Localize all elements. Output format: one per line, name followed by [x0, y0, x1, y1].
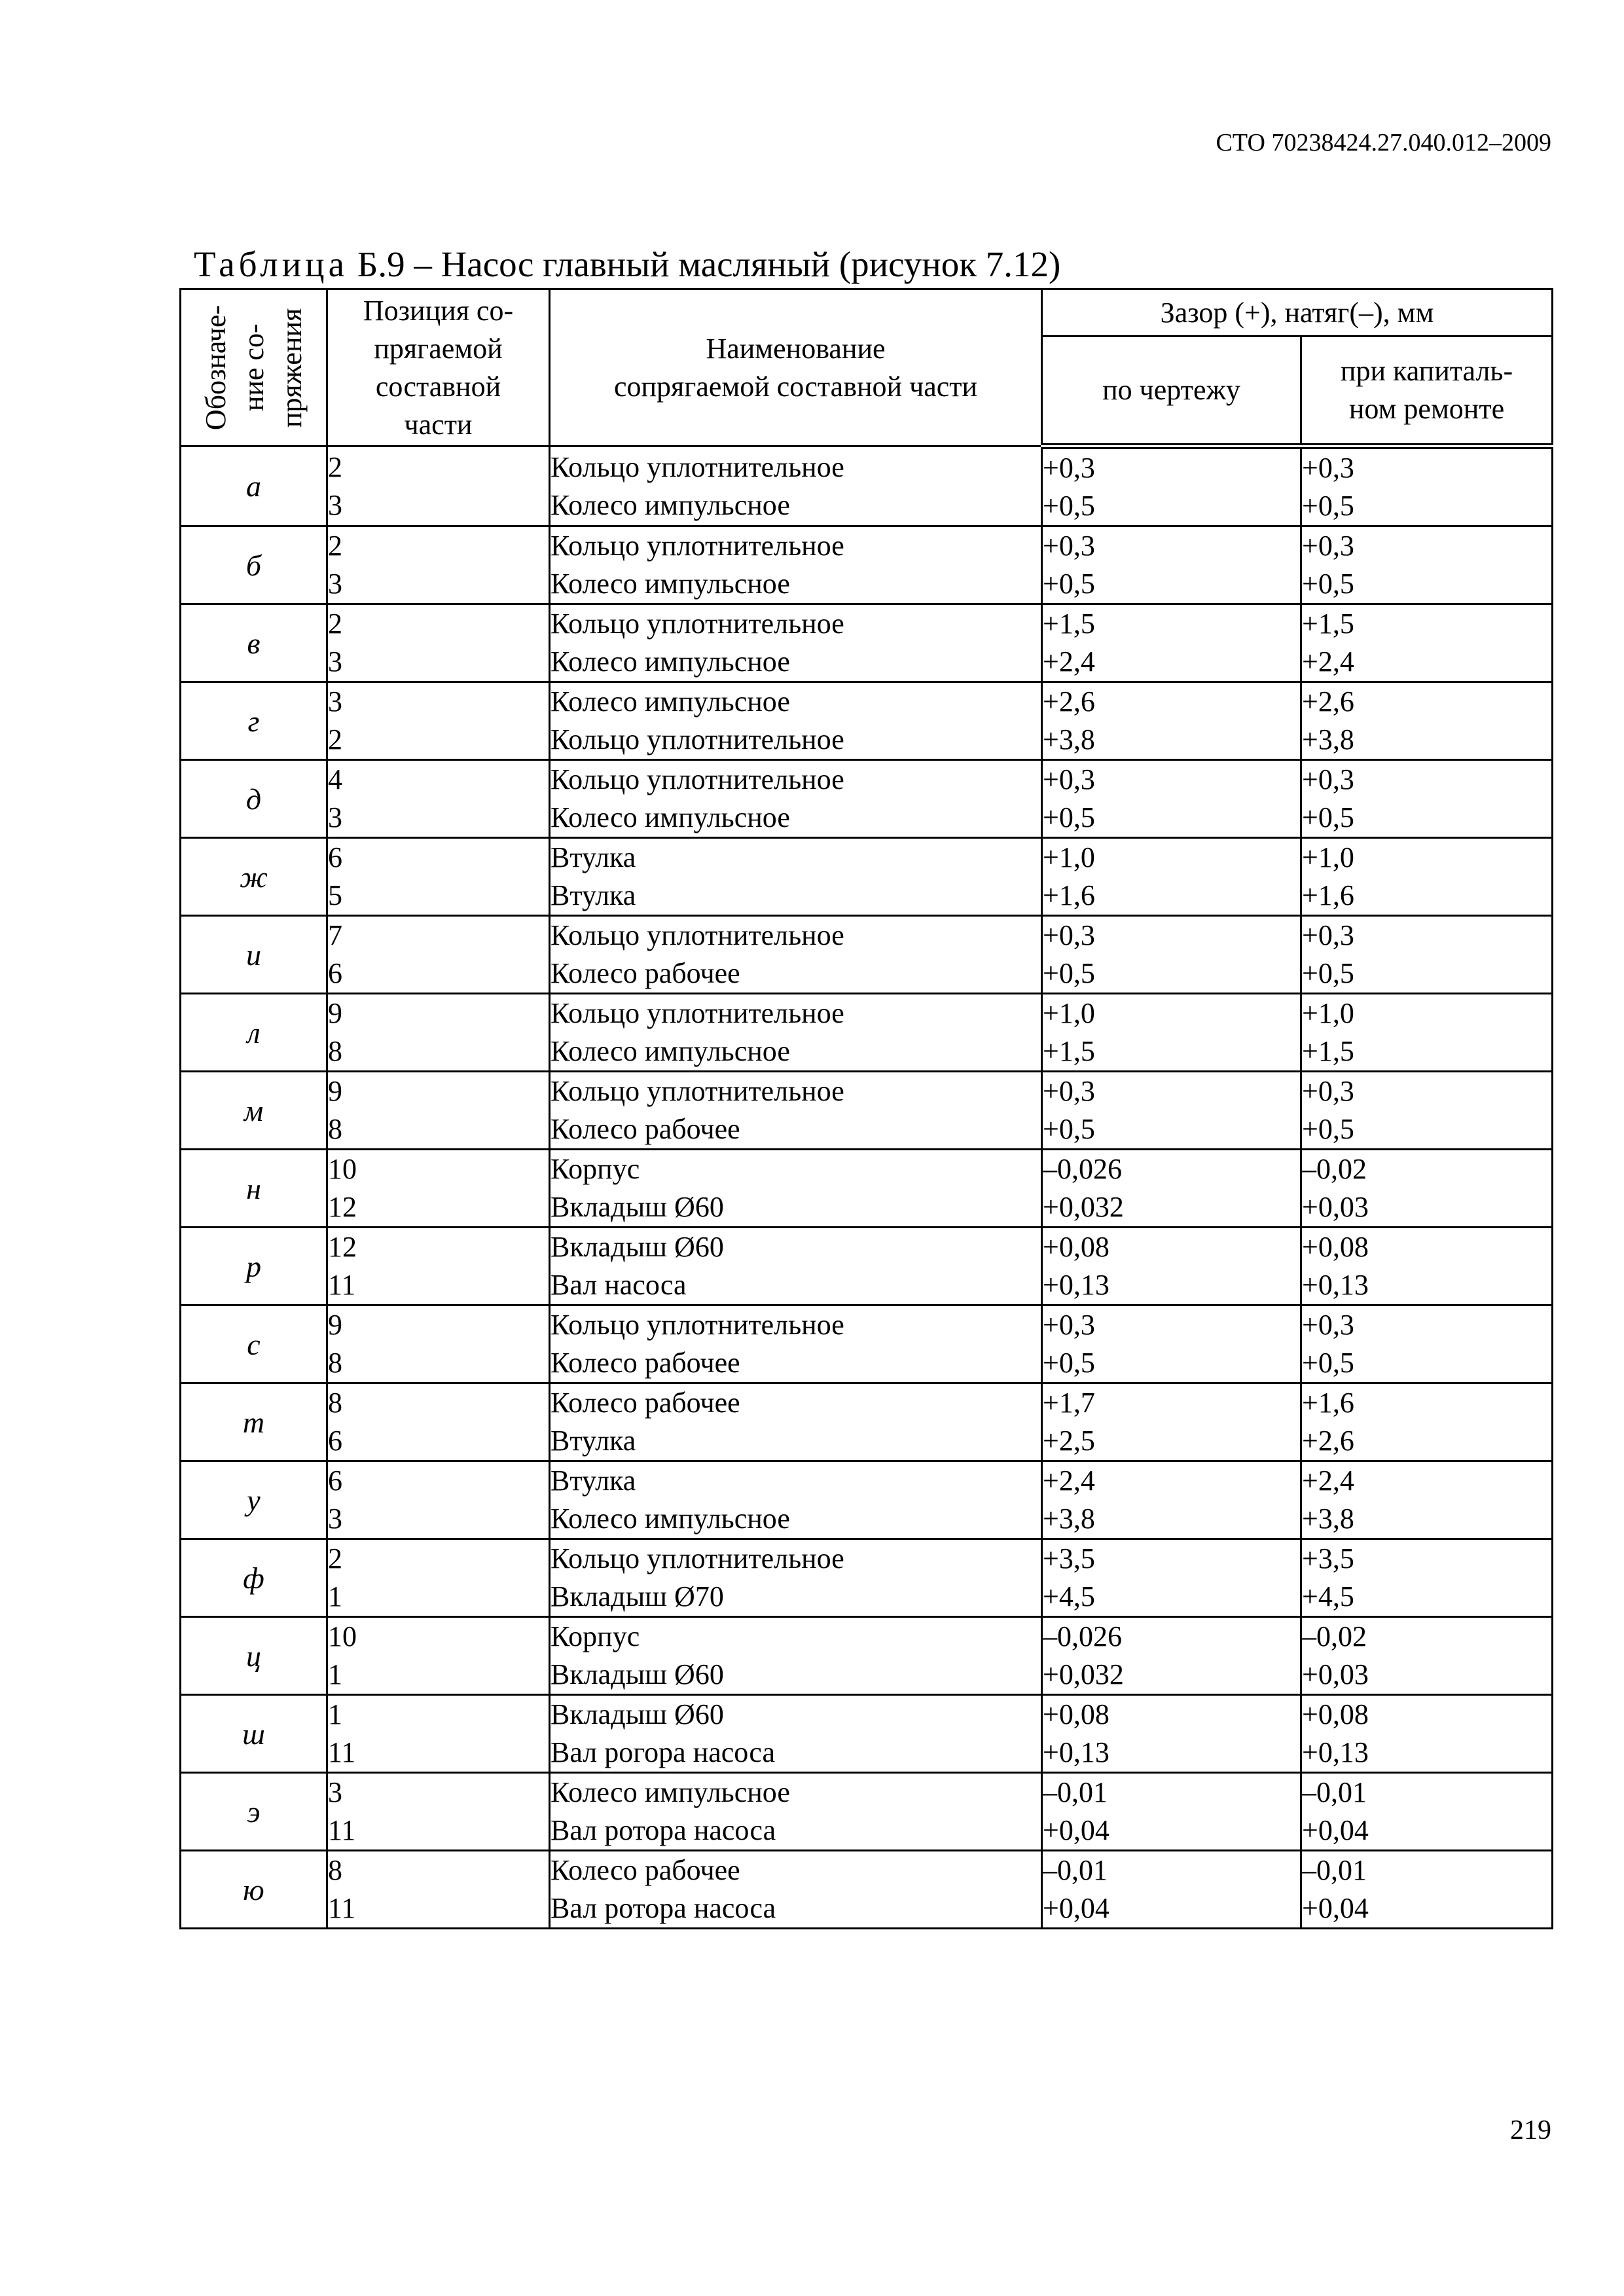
gap-overhaul: +0,13 [1302, 1269, 1369, 1301]
gap-by-drawing: +0,3 [1043, 530, 1095, 562]
part-name-cell [550, 1539, 1042, 1617]
gap-overhaul: +0,13 [1302, 1736, 1369, 1768]
gap-by-drawing: +2,6 [1043, 685, 1095, 718]
gap-by-drawing: +0,3 [1043, 1309, 1095, 1341]
gap-overhaul: +3,5 [1302, 1542, 1354, 1575]
part-position-cell [327, 1461, 550, 1539]
gap-by-drawing: –0,026 [1043, 1153, 1122, 1185]
joint-designation: ж [181, 838, 327, 916]
joint-designation: ю [181, 1851, 327, 1929]
part-position: 9 [328, 1309, 342, 1341]
joint-designation: г [181, 682, 327, 760]
part-position: 1 [328, 1698, 342, 1730]
part-name-cell [550, 1150, 1042, 1228]
gap-by-drawing: +4,5 [1043, 1580, 1095, 1613]
part-position-cell [327, 446, 550, 526]
gap-overhaul: +0,3 [1302, 1309, 1354, 1341]
gap-by-drawing: +2,4 [1043, 1465, 1095, 1497]
gap-overhaul: +1,6 [1302, 1387, 1354, 1419]
part-name: Кольцо уплотнительное [550, 1309, 844, 1341]
part-name: Кольцо уплотнительное [550, 997, 844, 1029]
gap-by-drawing: +0,5 [1043, 490, 1095, 522]
gap-overhaul-cell [1301, 1383, 1553, 1461]
col-header-gap-group: Зазор (+), натяг(–), мм [1042, 289, 1553, 337]
gap-overhaul-cell [1301, 838, 1553, 916]
gap-by-drawing: –0,026 [1043, 1620, 1122, 1652]
gap-overhaul-cell [1301, 446, 1553, 526]
part-name-cell [550, 1461, 1042, 1539]
part-position: 6 [328, 841, 342, 873]
gap-by-drawing-cell [1042, 1072, 1301, 1150]
table-row [181, 1695, 1553, 1773]
part-name-cell [550, 604, 1042, 682]
part-name: Корпус [550, 1620, 640, 1652]
part-name: Втулка [550, 879, 636, 911]
part-position: 3 [328, 1503, 342, 1535]
col-header-overhaul: при капиталь- ном ремонте [1301, 337, 1553, 446]
gap-overhaul: +0,04 [1302, 1814, 1369, 1846]
part-position: 6 [328, 1425, 342, 1457]
part-position-cell [327, 1539, 550, 1617]
part-name: Кольцо уплотнительное [550, 723, 844, 756]
gap-by-drawing: +1,6 [1043, 879, 1095, 911]
part-name: Втулка [550, 841, 636, 873]
col-header-by-drawing: по чертежу [1042, 337, 1301, 446]
col-header-position: Позиция со- прягаемой составной части [327, 289, 550, 446]
part-name: Колесо импульсное [550, 1776, 790, 1808]
part-name: Кольцо уплотнительное [550, 608, 844, 640]
part-position: 11 [328, 1814, 356, 1846]
part-name-cell [550, 994, 1042, 1072]
gap-overhaul-cell [1301, 1228, 1553, 1305]
part-name: Колесо рабочее [550, 1347, 740, 1379]
joint-designation: с [181, 1305, 327, 1383]
part-position: 8 [328, 1387, 342, 1419]
part-position: 11 [328, 1736, 356, 1768]
joint-designation: н [181, 1150, 327, 1228]
gap-by-drawing: +0,13 [1043, 1736, 1110, 1768]
part-position-cell [327, 682, 550, 760]
table-row [181, 446, 1553, 526]
table-title [194, 244, 1060, 285]
part-position-cell [327, 994, 550, 1072]
part-name: Колесо рабочее [550, 1113, 740, 1145]
part-name-cell [550, 1305, 1042, 1383]
gap-by-drawing: –0,01 [1043, 1854, 1108, 1886]
part-name: Колесо импульсное [550, 646, 790, 678]
gap-overhaul: +0,5 [1302, 568, 1354, 600]
joint-designation: а [181, 446, 327, 526]
gap-overhaul-cell [1301, 1695, 1553, 1773]
part-name: Колесо импульсное [550, 488, 790, 521]
part-position: 8 [328, 1113, 342, 1145]
gap-by-drawing: +3,8 [1043, 723, 1095, 756]
part-name: Корпус [550, 1153, 640, 1185]
gap-overhaul: +0,3 [1302, 452, 1354, 484]
table-row [181, 1072, 1553, 1150]
part-position-cell [327, 838, 550, 916]
joint-designation: т [181, 1383, 327, 1461]
gap-by-drawing: +0,08 [1043, 1231, 1110, 1263]
table-row [181, 1228, 1553, 1305]
part-position-cell [327, 1773, 550, 1851]
table-row [181, 682, 1553, 760]
gap-by-drawing: +2,5 [1043, 1425, 1095, 1457]
table-title-prefix: Таблица [194, 244, 348, 284]
part-position: 3 [328, 685, 342, 718]
table-row [181, 1617, 1553, 1695]
col-header-designation [181, 289, 327, 446]
gap-overhaul: +2,6 [1302, 685, 1354, 718]
part-position: 3 [328, 568, 342, 600]
gap-by-drawing: +1,5 [1043, 608, 1095, 640]
gap-by-drawing: +0,5 [1043, 1113, 1095, 1145]
part-name-cell [550, 1383, 1042, 1461]
gap-by-drawing: +0,3 [1043, 452, 1095, 484]
gap-by-drawing: +0,3 [1043, 763, 1095, 795]
part-position: 8 [328, 1347, 342, 1379]
gap-overhaul: +2,4 [1302, 646, 1354, 678]
part-position-cell [327, 1305, 550, 1383]
gap-overhaul: +0,08 [1302, 1231, 1369, 1263]
gap-by-drawing-cell [1042, 1695, 1301, 1773]
part-position: 10 [328, 1153, 357, 1185]
joint-designation: ш [181, 1695, 327, 1773]
joint-designation: д [181, 760, 327, 838]
part-position: 3 [328, 801, 342, 833]
joint-designation: э [181, 1773, 327, 1851]
gap-by-drawing: +0,13 [1043, 1269, 1110, 1301]
gap-overhaul: +1,5 [1302, 1035, 1354, 1067]
part-name-cell [550, 1773, 1042, 1851]
part-position: 4 [328, 763, 342, 795]
gap-by-drawing: +0,3 [1043, 1075, 1095, 1107]
part-name: Колесо рабочее [550, 1854, 740, 1886]
table-row [181, 1773, 1553, 1851]
gap-by-drawing: +0,032 [1043, 1191, 1124, 1223]
part-name: Вал рогора насоса [550, 1736, 775, 1768]
gap-by-drawing-cell [1042, 916, 1301, 994]
gap-overhaul-cell [1301, 1539, 1553, 1617]
gap-by-drawing: +0,5 [1043, 1347, 1095, 1379]
part-name-cell [550, 760, 1042, 838]
part-name: Кольцо уплотнительное [550, 763, 844, 795]
part-name-cell [550, 1851, 1042, 1929]
clearance-table [179, 288, 1553, 1929]
part-name: Вкладыш Ø60 [550, 1658, 724, 1690]
joint-designation: в [181, 604, 327, 682]
gap-overhaul: +0,5 [1302, 957, 1354, 989]
gap-by-drawing: +0,3 [1043, 919, 1095, 951]
gap-overhaul: –0,02 [1302, 1153, 1367, 1185]
part-name: Колесо импульсное [550, 801, 790, 833]
designation-header-text: Обозначе- ние со- пряжения [199, 304, 308, 431]
gap-overhaul: +0,3 [1302, 763, 1354, 795]
part-name-cell [550, 1228, 1042, 1305]
gap-by-drawing: +0,5 [1043, 568, 1095, 600]
gap-by-drawing: –0,01 [1043, 1776, 1108, 1808]
gap-overhaul: +2,6 [1302, 1425, 1354, 1457]
joint-designation: б [181, 526, 327, 604]
part-position: 5 [328, 879, 342, 911]
table-row [181, 760, 1553, 838]
gap-by-drawing: +0,5 [1043, 801, 1095, 833]
part-name: Втулка [550, 1425, 636, 1457]
gap-overhaul-cell [1301, 916, 1553, 994]
gap-overhaul: +0,08 [1302, 1698, 1369, 1730]
part-name: Колесо импульсное [550, 1503, 790, 1535]
part-position-cell [327, 760, 550, 838]
table-row [181, 994, 1553, 1072]
part-position: 6 [328, 957, 342, 989]
gap-overhaul: +3,8 [1302, 1503, 1354, 1535]
part-name-cell [550, 1617, 1042, 1695]
part-position: 2 [328, 530, 342, 562]
part-position-cell [327, 1383, 550, 1461]
gap-by-drawing: +3,8 [1043, 1503, 1095, 1535]
table-row [181, 1305, 1553, 1383]
gap-by-drawing: +0,5 [1043, 957, 1095, 989]
gap-by-drawing: +1,5 [1043, 1035, 1095, 1067]
part-name: Кольцо уплотнительное [550, 919, 844, 951]
gap-overhaul-cell [1301, 526, 1553, 604]
gap-by-drawing-cell [1042, 1461, 1301, 1539]
part-name-cell [550, 838, 1042, 916]
part-position: 2 [328, 1542, 342, 1575]
table-row [181, 1461, 1553, 1539]
gap-by-drawing-cell [1042, 838, 1301, 916]
gap-overhaul-cell [1301, 1851, 1553, 1929]
gap-overhaul: –0,01 [1302, 1776, 1367, 1808]
part-position-cell [327, 916, 550, 994]
gap-overhaul-cell [1301, 682, 1553, 760]
part-position: 9 [328, 997, 342, 1029]
part-name: Кольцо уплотнительное [550, 530, 844, 562]
part-position: 6 [328, 1465, 342, 1497]
part-position: 1 [328, 1658, 342, 1690]
gap-overhaul-cell [1301, 1617, 1553, 1695]
gap-by-drawing-cell [1042, 1851, 1301, 1929]
table-row [181, 1539, 1553, 1617]
gap-overhaul: +1,6 [1302, 879, 1354, 911]
gap-overhaul: +0,5 [1302, 490, 1354, 522]
part-position-cell [327, 526, 550, 604]
gap-by-drawing-cell [1042, 1617, 1301, 1695]
part-position: 12 [328, 1231, 357, 1263]
gap-by-drawing-cell [1042, 1773, 1301, 1851]
joint-designation: л [181, 994, 327, 1072]
part-position: 12 [328, 1191, 357, 1223]
gap-overhaul-cell [1301, 994, 1553, 1072]
page-number: 219 [1510, 2115, 1551, 2145]
gap-overhaul: +0,3 [1302, 530, 1354, 562]
part-position-cell [327, 1695, 550, 1773]
gap-by-drawing-cell [1042, 682, 1301, 760]
part-name: Вкладыш Ø70 [550, 1580, 724, 1613]
table-row [181, 1383, 1553, 1461]
gap-overhaul: +0,04 [1302, 1892, 1369, 1924]
part-name-cell [550, 916, 1042, 994]
part-position: 2 [328, 723, 342, 756]
table-row [181, 916, 1553, 994]
gap-overhaul-cell [1301, 1461, 1553, 1539]
gap-overhaul: –0,01 [1302, 1854, 1367, 1886]
part-name: Вкладыш Ø60 [550, 1231, 724, 1263]
gap-by-drawing-cell [1042, 1228, 1301, 1305]
part-name: Вкладыш Ø60 [550, 1698, 724, 1730]
gap-by-drawing: +2,4 [1043, 646, 1095, 678]
gap-overhaul: +1,0 [1302, 841, 1354, 873]
gap-overhaul-cell [1301, 1072, 1553, 1150]
part-position: 11 [328, 1892, 356, 1924]
part-position: 8 [328, 1035, 342, 1067]
col-header-name: Наименование сопрягаемой составной части [550, 289, 1042, 446]
part-position: 9 [328, 1075, 342, 1107]
table-row [181, 1851, 1553, 1929]
gap-overhaul: +0,3 [1302, 1075, 1354, 1107]
joint-designation: ц [181, 1617, 327, 1695]
part-position: 2 [328, 450, 342, 483]
gap-by-drawing: +0,032 [1043, 1658, 1124, 1690]
part-name: Кольцо уплотнительное [550, 1542, 844, 1575]
gap-overhaul: +0,03 [1302, 1191, 1369, 1223]
part-name: Кольцо уплотнительное [550, 450, 844, 483]
joint-designation: и [181, 916, 327, 994]
gap-overhaul-cell [1301, 604, 1553, 682]
gap-by-drawing-cell [1042, 604, 1301, 682]
table-title-text: Б.9 – Насос главный масляный (рисунок 7.12) [348, 244, 1061, 284]
table-row [181, 604, 1553, 682]
gap-overhaul: +0,3 [1302, 919, 1354, 951]
gap-overhaul-cell [1301, 1773, 1553, 1851]
gap-by-drawing-cell [1042, 1539, 1301, 1617]
part-name: Колесо импульсное [550, 685, 790, 718]
document-code: СТО 70238424.27.040.012–2009 [1216, 129, 1551, 156]
gap-by-drawing-cell [1042, 526, 1301, 604]
gap-by-drawing-cell [1042, 1305, 1301, 1383]
gap-by-drawing-cell [1042, 446, 1301, 526]
gap-overhaul: +1,0 [1302, 997, 1354, 1029]
part-position-cell [327, 1228, 550, 1305]
part-position: 3 [328, 488, 342, 521]
gap-by-drawing: +0,04 [1043, 1814, 1110, 1846]
joint-designation: р [181, 1228, 327, 1305]
gap-by-drawing: +0,04 [1043, 1892, 1110, 1924]
part-position-cell [327, 1150, 550, 1228]
gap-overhaul-cell [1301, 760, 1553, 838]
part-name-cell [550, 682, 1042, 760]
part-position: 11 [328, 1269, 356, 1301]
part-name-cell [550, 1072, 1042, 1150]
part-position: 10 [328, 1620, 357, 1652]
gap-overhaul-cell [1301, 1305, 1553, 1383]
part-name: Колесо импульсное [550, 1035, 790, 1067]
part-position: 1 [328, 1580, 342, 1613]
part-name: Колесо рабочее [550, 1387, 740, 1419]
part-position: 3 [328, 646, 342, 678]
gap-by-drawing-cell [1042, 994, 1301, 1072]
gap-overhaul: +0,5 [1302, 1113, 1354, 1145]
gap-by-drawing: +1,7 [1043, 1387, 1095, 1419]
gap-by-drawing: +0,08 [1043, 1698, 1110, 1730]
part-name-cell [550, 446, 1042, 526]
gap-by-drawing: +1,0 [1043, 997, 1095, 1029]
part-name: Вал ротора насоса [550, 1892, 776, 1924]
gap-overhaul: –0,02 [1302, 1620, 1367, 1652]
part-name: Колесо рабочее [550, 957, 740, 989]
part-name: Колесо импульсное [550, 568, 790, 600]
table-body [181, 446, 1553, 1929]
table-row [181, 526, 1553, 604]
gap-by-drawing-cell [1042, 760, 1301, 838]
gap-by-drawing: +3,5 [1043, 1542, 1095, 1575]
part-position: 2 [328, 608, 342, 640]
gap-overhaul-cell [1301, 1150, 1553, 1228]
gap-overhaul: +2,4 [1302, 1465, 1354, 1497]
gap-overhaul: +0,03 [1302, 1658, 1369, 1690]
part-name: Втулка [550, 1465, 636, 1497]
part-position-cell [327, 1617, 550, 1695]
joint-designation: м [181, 1072, 327, 1150]
gap-overhaul: +0,5 [1302, 801, 1354, 833]
gap-overhaul: +1,5 [1302, 608, 1354, 640]
gap-by-drawing-cell [1042, 1383, 1301, 1461]
part-position-cell [327, 1072, 550, 1150]
gap-overhaul: +0,5 [1302, 1347, 1354, 1379]
part-position-cell [327, 1851, 550, 1929]
part-name-cell [550, 526, 1042, 604]
gap-by-drawing-cell [1042, 1150, 1301, 1228]
gap-overhaul: +3,8 [1302, 723, 1354, 756]
part-name: Вал насоса [550, 1269, 687, 1301]
part-name: Кольцо уплотнительное [550, 1075, 844, 1107]
joint-designation: ф [181, 1539, 327, 1617]
part-position-cell [327, 604, 550, 682]
part-position: 3 [328, 1776, 342, 1808]
gap-by-drawing: +1,0 [1043, 841, 1095, 873]
part-name-cell [550, 1695, 1042, 1773]
joint-designation: у [181, 1461, 327, 1539]
part-name: Вал ротора насоса [550, 1814, 776, 1846]
table-row [181, 838, 1553, 916]
part-position: 7 [328, 919, 342, 951]
gap-overhaul: +4,5 [1302, 1580, 1354, 1613]
table-row [181, 1150, 1553, 1228]
part-name: Вкладыш Ø60 [550, 1191, 724, 1223]
part-position: 8 [328, 1854, 342, 1886]
